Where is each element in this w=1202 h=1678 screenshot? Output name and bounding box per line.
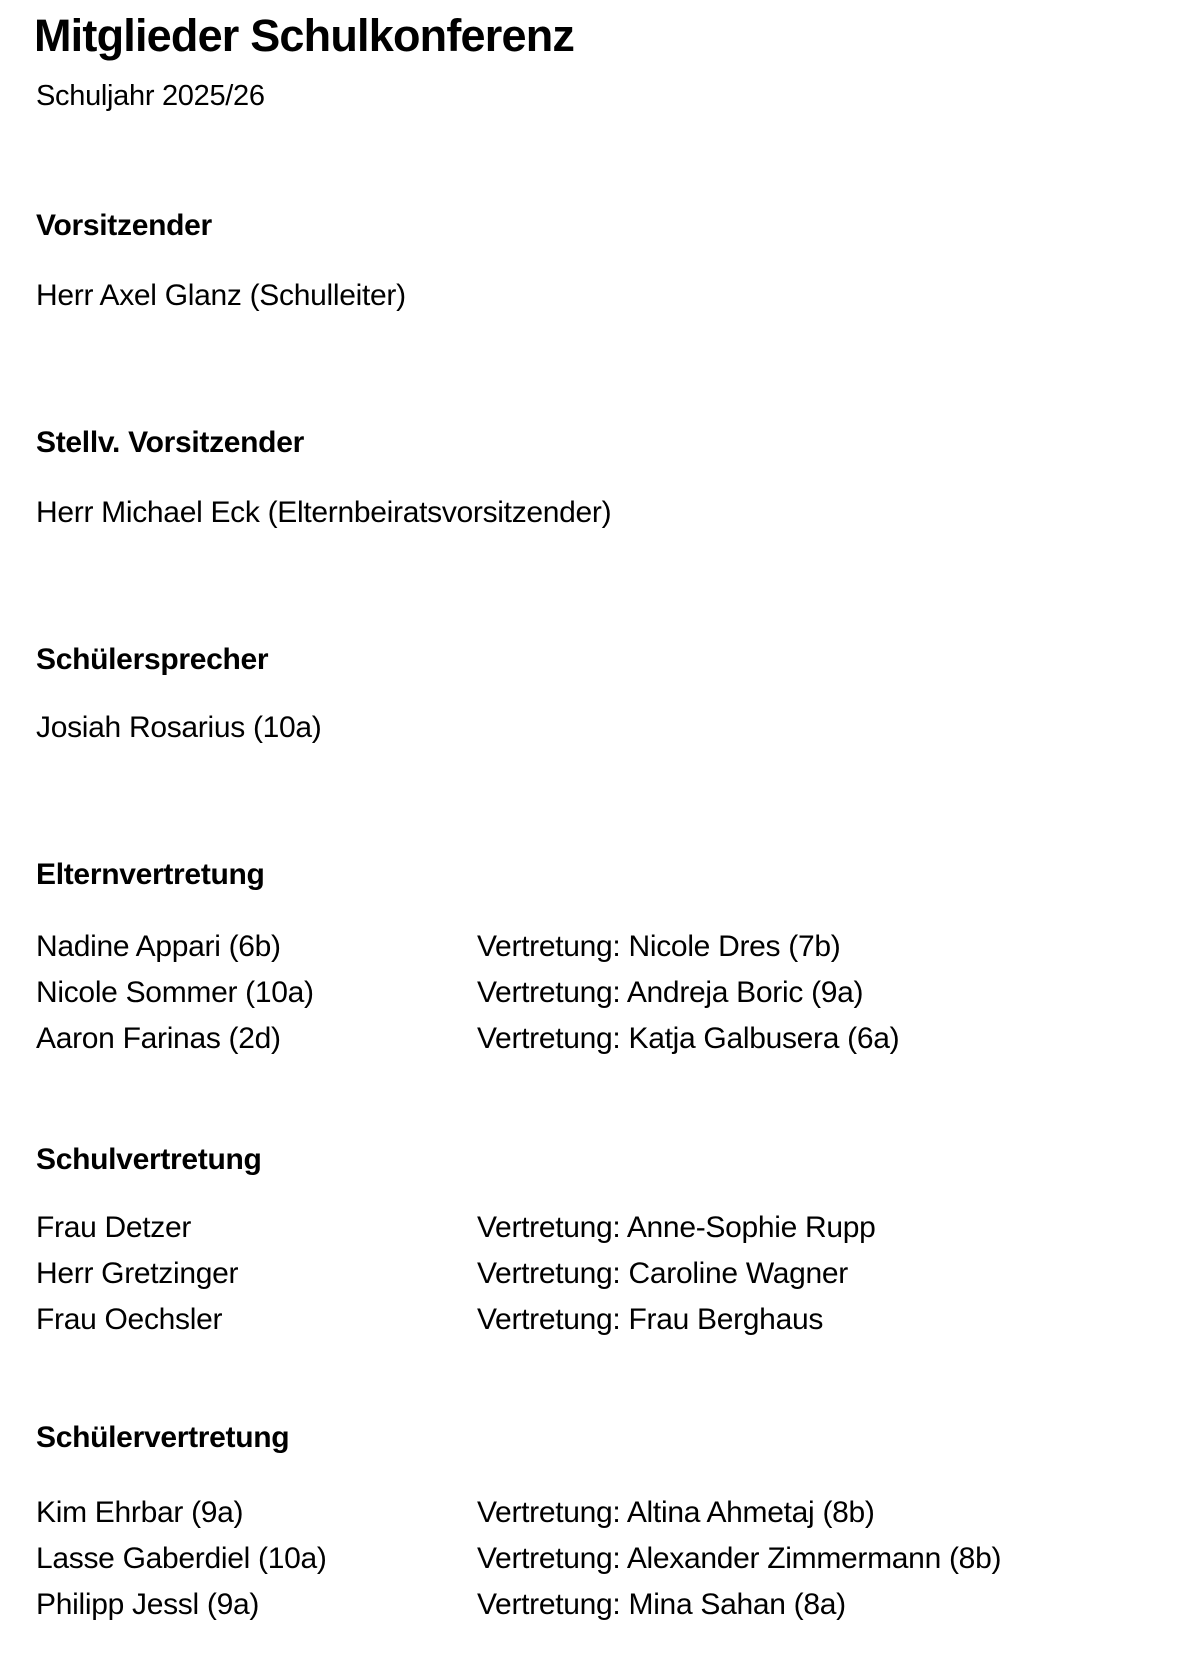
- table-row: [36, 1582, 1202, 1628]
- section-heading-schuelervertretung: Schülervertretung: [36, 1421, 290, 1454]
- member-vorsitzender: Herr Axel Glanz (Schulleiter): [36, 279, 406, 312]
- table-row: [36, 1490, 1202, 1536]
- elternvertretung-table: [36, 924, 1202, 1062]
- deputy-name: Vertretung: Alexander Zimmermann (8b): [477, 1542, 1002, 1575]
- member-stellv-vorsitzender: Herr Michael Eck (Elternbeiratsvorsitzender): [36, 496, 612, 529]
- section-heading-vorsitzender: Vorsitzender: [36, 209, 212, 242]
- section-heading-stellv-vorsitzender: Stellv. Vorsitzender: [36, 426, 304, 459]
- member-name: Nicole Sommer (10a): [36, 976, 314, 1009]
- table-row: [36, 1251, 1202, 1297]
- table-row: [36, 970, 1202, 1016]
- deputy-name: Vertretung: Nicole Dres (7b): [477, 930, 841, 963]
- page-subtitle: Schuljahr 2025/26: [36, 80, 265, 112]
- member-name: Philipp Jessl (9a): [36, 1588, 260, 1621]
- member-name: Kim Ehrbar (9a): [36, 1496, 244, 1529]
- member-name: Nadine Appari (6b): [36, 930, 281, 963]
- deputy-name: Vertretung: Anne-Sophie Rupp: [477, 1211, 876, 1244]
- table-row: [36, 1297, 1202, 1343]
- table-row: [36, 924, 1202, 970]
- table-row: [36, 1536, 1202, 1582]
- deputy-name: Vertretung: Katja Galbusera (6a): [477, 1022, 900, 1055]
- member-name: Aaron Farinas (2d): [36, 1022, 281, 1055]
- table-row: [36, 1016, 1202, 1062]
- section-heading-schulvertretung: Schulvertretung: [36, 1143, 262, 1176]
- deputy-name: Vertretung: Frau Berghaus: [477, 1303, 824, 1336]
- schulvertretung-table: [36, 1205, 1202, 1343]
- member-schuelersprecher: Josiah Rosarius (10a): [36, 711, 322, 744]
- schuelervertretung-table: [36, 1490, 1202, 1628]
- table-row: [36, 1205, 1202, 1251]
- deputy-name: Vertretung: Altina Ahmetaj (8b): [477, 1496, 875, 1529]
- section-heading-schuelersprecher: Schülersprecher: [36, 643, 269, 676]
- member-name: Herr Gretzinger: [36, 1257, 239, 1290]
- member-name: Frau Detzer: [36, 1211, 192, 1244]
- deputy-name: Vertretung: Caroline Wagner: [477, 1257, 848, 1290]
- deputy-name: Vertretung: Andreja Boric (9a): [477, 976, 864, 1009]
- member-name: Lasse Gaberdiel (10a): [36, 1542, 327, 1575]
- page-title: Mitglieder Schulkonferenz: [34, 10, 575, 61]
- section-heading-elternvertretung: Elternvertretung: [36, 858, 265, 891]
- deputy-name: Vertretung: Mina Sahan (8a): [477, 1588, 846, 1621]
- member-name: Frau Oechsler: [36, 1303, 223, 1336]
